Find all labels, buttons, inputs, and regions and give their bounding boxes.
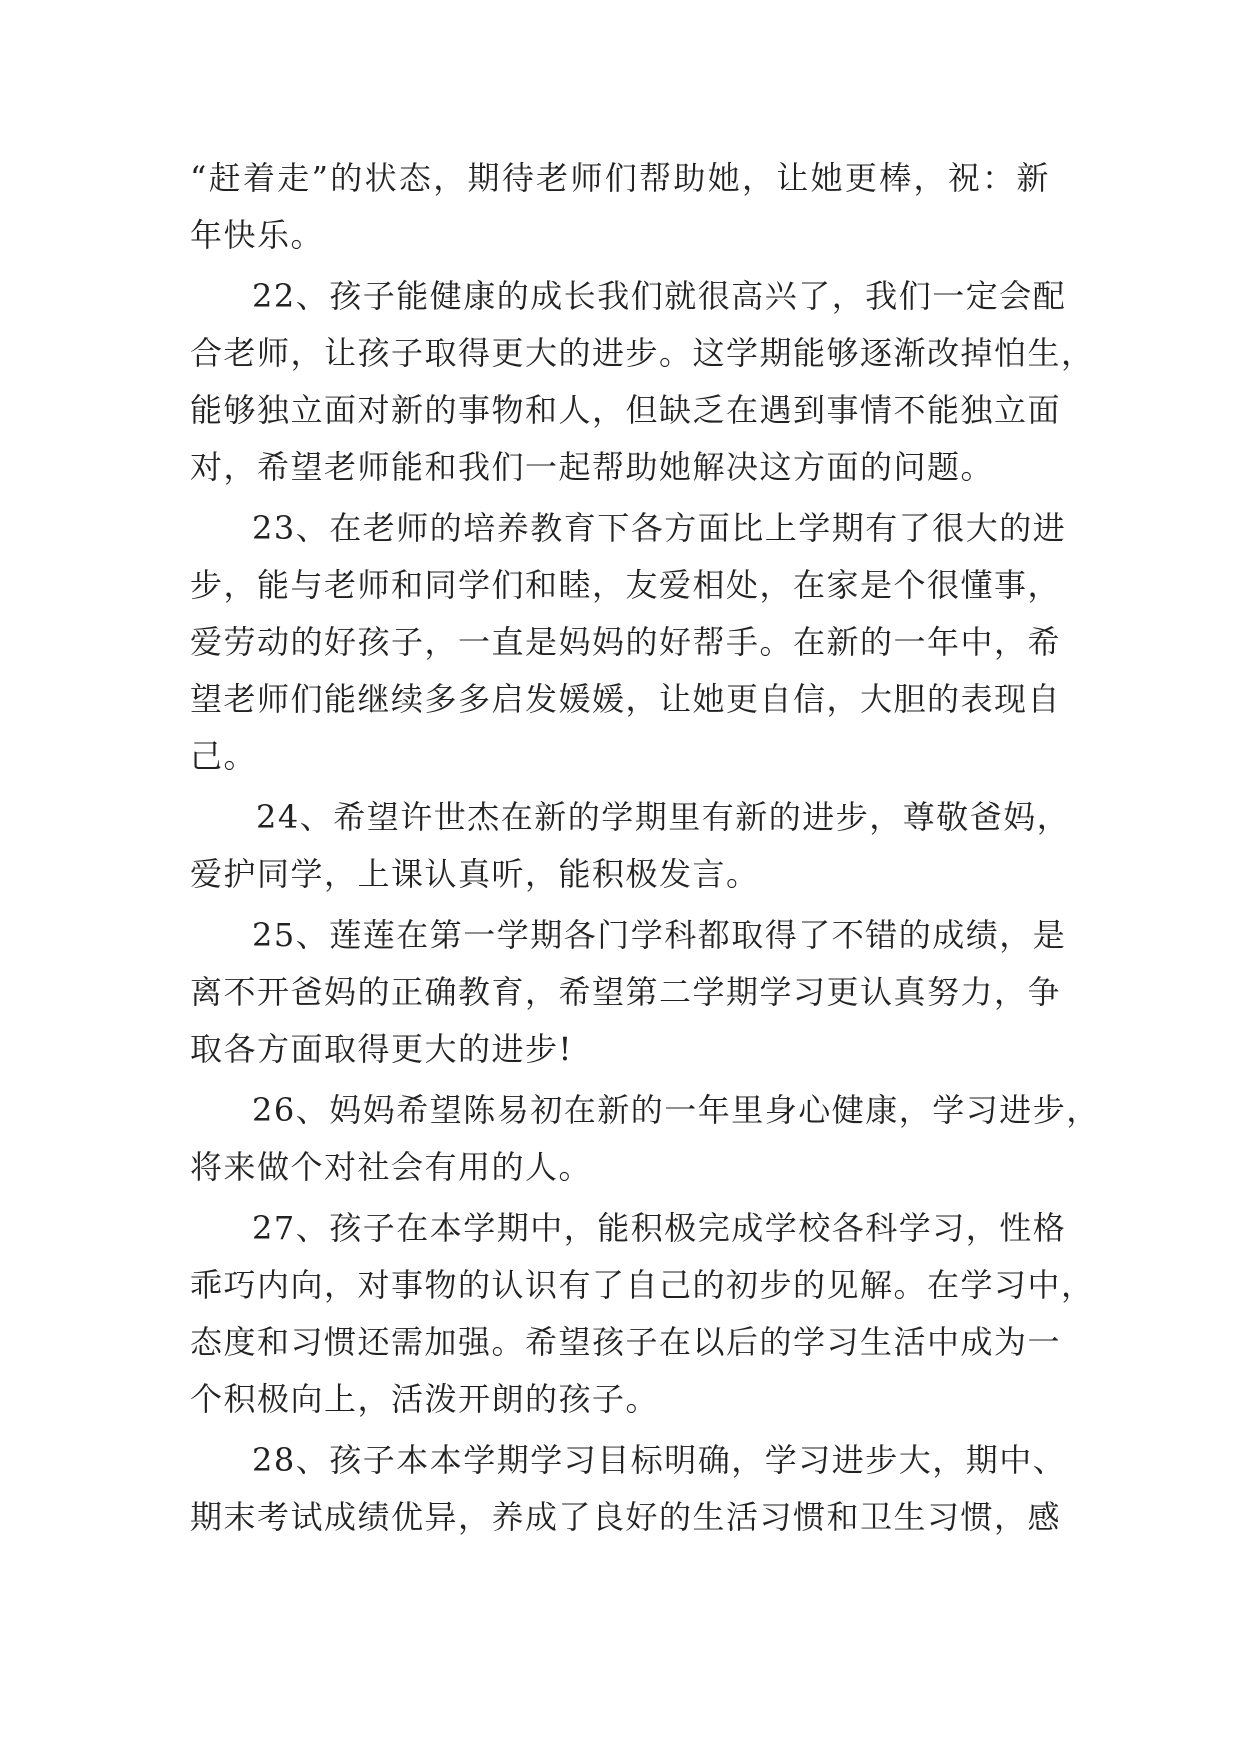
paragraph-22 (190, 268, 1095, 496)
text-line: 年快乐。 (190, 216, 325, 254)
text-line: 爱劳动的好孩子，一直是妈妈的好帮手。在新的一年中，希 (190, 623, 1062, 661)
text-line: 离不开爸妈的正确教育，希望第二学期学习更认真努力，争 (190, 973, 1062, 1011)
text-line: 态度和习惯还需加强。希望孩子在以后的学习生活中成为一 (190, 1323, 1062, 1361)
document-body (190, 150, 1100, 1550)
text-line: 期末考试成绩优异，养成了良好的生活习惯和卫生习惯，感 (190, 1498, 1062, 1536)
text-line: 22、孩子能健康的成长我们就很高兴了，我们一定会配 (252, 277, 1067, 315)
text-line: 能够独立面对新的事物和人，但缺乏在遇到事情不能独立面 (190, 391, 1062, 429)
text-line: 个积极向上，活泼开朗的孩子。 (190, 1380, 660, 1418)
text-line: 25、莲莲在第一学期各门学科都取得了不错的成绩，是 (252, 916, 1067, 954)
paragraph-28 (190, 1432, 1067, 1546)
text-line: 23、在老师的培养教育下各方面比上学期有了很大的进 (252, 509, 1067, 547)
text-line: 对，希望老师能和我们一起帮助她解决这方面的问题。 (190, 448, 995, 486)
paragraph-26 (190, 1082, 1100, 1196)
text-line: “赶着走”的状态，期待老师们帮助她，让她更棒，祝：新 (190, 159, 1050, 197)
text-line: 26、妈妈希望陈易初在新的一年里身心健康，学习进步， (252, 1091, 1100, 1129)
text-line: 28、孩子本本学期学习目标明确，学习进步大，期中、 (252, 1441, 1067, 1479)
text-line: 望老师们能继续多多启发媛媛，让她更自信，大胆的表现自 (190, 680, 1062, 718)
text-line: 将来做个对社会有用的人。 (190, 1148, 593, 1186)
text-line: 爱护同学，上课认真听，能积极发言。 (190, 855, 760, 893)
text-line: 乖巧内向，对事物的认识有了自己的初步的见解。在学习中， (190, 1266, 1095, 1304)
paragraph-24 (190, 789, 1071, 903)
text-line: 己。 (190, 737, 258, 775)
paragraph-27 (190, 1200, 1095, 1428)
text-line: 27、孩子在本学期中，能积极完成学校各科学习，性格 (252, 1209, 1067, 1247)
text-line: 取各方面取得更大的进步! (190, 1030, 573, 1068)
paragraph-23 (190, 500, 1067, 785)
paragraph-21-continuation (190, 150, 1050, 264)
text-line: 24、希望许世杰在新的学期里有新的进步，尊敬爸妈， (256, 798, 1071, 836)
text-line: 合老师，让孩子取得更大的进步。这学期能够逐渐改掉怕生， (190, 334, 1095, 372)
text-line: 步，能与老师和同学们和睦，友爱相处，在家是个很懂事， (190, 566, 1062, 604)
paragraph-25 (190, 907, 1067, 1078)
